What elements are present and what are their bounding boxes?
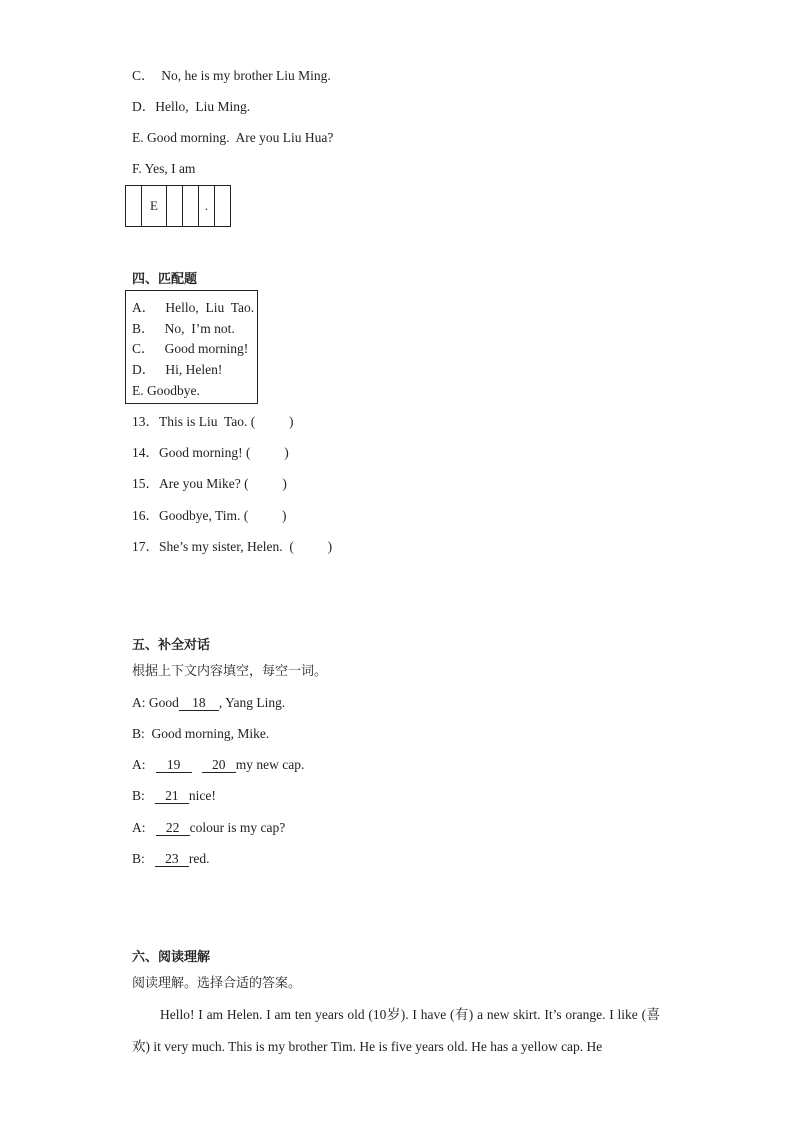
blank-23[interactable]: 23 bbox=[155, 851, 189, 867]
match-option-c: C． Good morning! bbox=[132, 341, 249, 356]
grid-cell[interactable] bbox=[167, 186, 183, 227]
section5-title: 五、补全对话 bbox=[132, 638, 211, 653]
section5-instruction: 根据上下文内容填空，每空一词。 bbox=[132, 664, 328, 679]
dialogue-line: A: Good 18 , Yang Ling. bbox=[132, 695, 286, 710]
grid-cell[interactable] bbox=[126, 186, 142, 227]
option-d: D．Hello, Liu Ming. bbox=[132, 99, 251, 114]
grid-cell[interactable]: E bbox=[142, 186, 167, 227]
option-f: F. Yes, I am bbox=[132, 161, 196, 176]
question-14: 14．Good morning! ( ) bbox=[132, 445, 289, 460]
grid-cell[interactable] bbox=[183, 186, 199, 227]
grid-cell[interactable] bbox=[215, 186, 231, 227]
dialogue-line: B: 23 red. bbox=[132, 851, 210, 866]
match-option-e: E. Goodbye. bbox=[132, 383, 200, 398]
match-option-a: A． Hello, Liu Tao. bbox=[132, 300, 255, 315]
section4-options-box bbox=[125, 290, 258, 404]
question-13: 13．This is Liu Tao. ( ) bbox=[132, 414, 294, 429]
option-c: C． No, he is my brother Liu Ming. bbox=[132, 68, 331, 83]
blank-18[interactable]: 18 bbox=[179, 695, 219, 711]
answer-order-grid bbox=[125, 185, 231, 227]
option-e: E. Good morning. Are you Liu Hua? bbox=[132, 130, 334, 145]
question-16: 16．Goodbye, Tim. ( ) bbox=[132, 508, 287, 523]
dialogue-line: A: 22 colour is my cap? bbox=[132, 820, 286, 835]
blank-22[interactable]: 22 bbox=[156, 820, 190, 836]
blank-21[interactable]: 21 bbox=[155, 788, 189, 804]
section4-title: 四、匹配题 bbox=[132, 272, 198, 287]
match-option-d: D． Hi, Helen! bbox=[132, 362, 223, 377]
reading-passage: Hello! I am Helen. I am ten years old (10岁). I have (有) a new skirt. It’s orange. I like (喜欢) it very much. This is my brother Tim. He is five years old. He has a yellow cap. He bbox=[132, 1007, 660, 1054]
grid-cell[interactable]: . bbox=[199, 186, 215, 227]
section6-title: 六、阅读理解 bbox=[132, 950, 211, 965]
dialogue-line: B: 21 nice! bbox=[132, 788, 216, 803]
question-17: 17．She’s my sister, Helen. ( ) bbox=[132, 539, 333, 554]
dialogue-line: B: Good morning, Mike. bbox=[132, 726, 270, 741]
question-15: 15．Are you Mike? ( ) bbox=[132, 476, 287, 491]
match-option-b: B． No, I’m not. bbox=[132, 321, 235, 336]
section6-instruction: 阅读理解。选择合适的答案。 bbox=[132, 976, 302, 991]
blank-19[interactable]: 19 bbox=[156, 757, 192, 773]
dialogue-line: A: 19 20 my new cap. bbox=[132, 757, 305, 772]
blank-20[interactable]: 20 bbox=[202, 757, 236, 773]
